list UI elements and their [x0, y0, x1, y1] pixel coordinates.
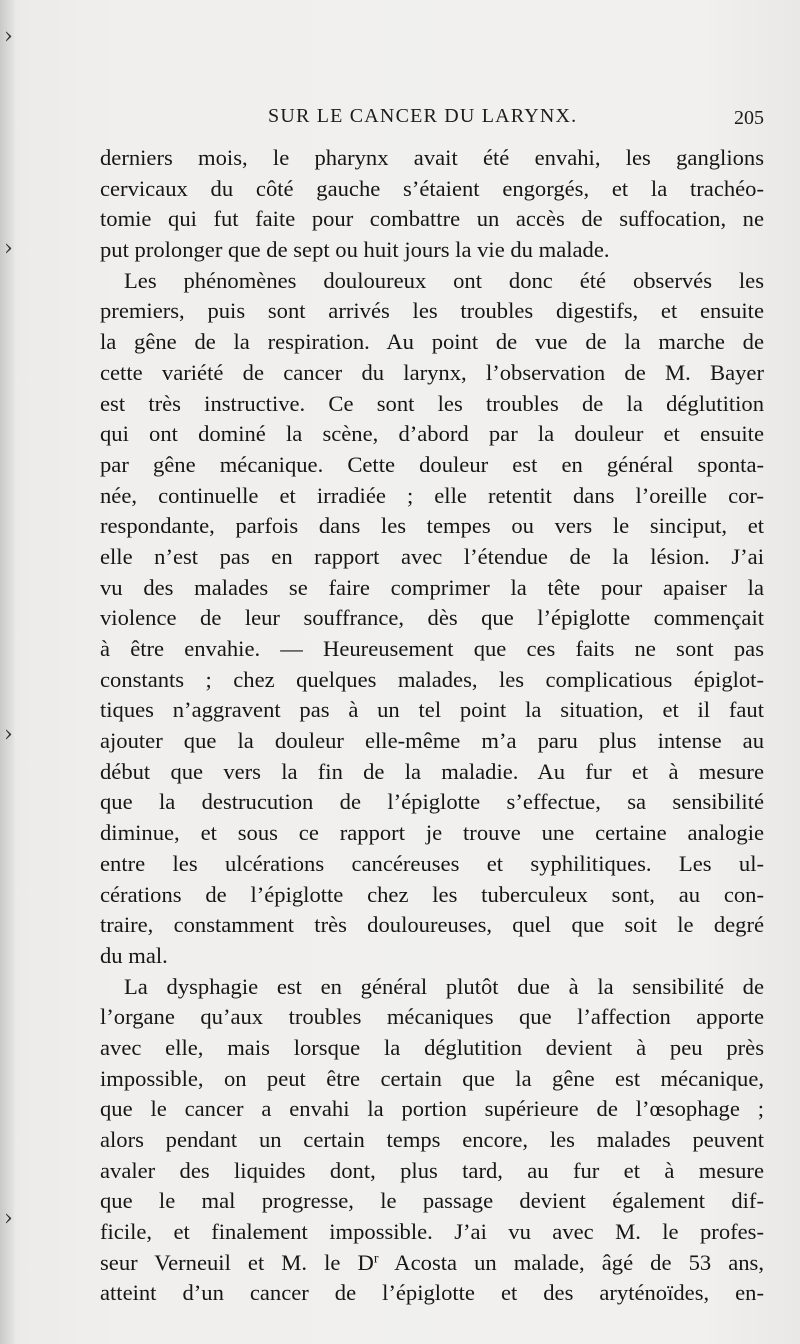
text-line: cervicaux du côté gauche s’étaient engorgés, et la trachéo-	[100, 175, 764, 201]
text-line: tiques n’aggravent pas à un tel point la situation, et il faut	[100, 697, 764, 723]
text-line: cérations de l’épiglotte chez les tuberculeux sont, au con-	[100, 881, 764, 907]
text-line: alors pendant un certain temps encore, les malades peuvent	[100, 1127, 764, 1152]
text-line: Les phénomènes douloureux ont donc été observés les	[124, 267, 764, 293]
margin-mark: ›	[4, 722, 13, 747]
text-line: La dysphagie est en général plutôt due à la sensibilité de	[124, 973, 764, 999]
text-line: elle n’est pas en rapport avec l’étendue de la lésion. J’ai	[100, 543, 764, 569]
text-line: traire, constamment très douloureuses, quel que soit le degré	[100, 912, 764, 938]
body-text	[100, 143, 764, 1309]
text-line: ficile, et finalement impossible. J’ai vu avec M. le profes-	[100, 1219, 764, 1245]
text-line-part: Acosta un malade, âgé de 53 ans,	[378, 1249, 765, 1275]
text-line: respondante, parfois dans les tempes ou vers le sinciput, et	[100, 513, 764, 539]
text-line: que le cancer a envahi la portion supérieure de l’œsophage ;	[100, 1096, 764, 1122]
text-line-part: seur Verneuil et M. le D	[100, 1249, 374, 1275]
page-header	[100, 101, 764, 137]
text-line: que la destrucution de l’épiglotte s’effectue, sa sensibilité	[100, 789, 764, 815]
margin-mark: ›	[4, 236, 13, 261]
page-binding-edge	[0, 0, 14, 1344]
text-line: impossible, on peut être certain que la gêne est mécanique,	[100, 1065, 764, 1091]
text-line: entre les ulcérations cancéreuses et syphilitiques. Les ul-	[100, 850, 764, 876]
text-line: qui ont dominé la scène, d’abord par la douleur et ensuite	[100, 421, 764, 447]
text-line: constants ; chez quelques malades, les complicatious épiglot-	[100, 666, 764, 692]
text-line: ajouter que la douleur elle-même m’a paru plus intense au	[100, 728, 764, 754]
text-line: du mal.	[100, 942, 168, 968]
text-line: la gêne de la respiration. Au point de vue de la marche de	[100, 329, 764, 355]
text-line: premiers, puis sont arrivés les troubles digestifs, et ensuite	[100, 298, 764, 324]
text-line: violence de leur souffrance, dès que l’épiglotte commençait	[100, 605, 764, 631]
text-line	[100, 1248, 764, 1279]
text-line: à être envahie. — Heureusement que ces faits ne sont pas	[100, 636, 764, 661]
text-line: l’organe qu’aux troubles mécaniques que l’affection apporte	[100, 1004, 764, 1030]
text-line: par gêne mécanique. Cette douleur est en général sponta-	[100, 451, 764, 477]
text-line: que le mal progresse, le passage devient également dif-	[100, 1188, 764, 1214]
text-line: avec elle, mais lorsque la déglutition devient à peu près	[100, 1034, 764, 1060]
page-number: 205	[734, 107, 764, 129]
superscript: r	[373, 1251, 379, 1267]
text-line: diminue, et sous ce rapport je trouve une certaine analogie	[100, 820, 764, 846]
text-line: est très instructive. Ce sont les troubles de la déglutition	[100, 390, 764, 416]
text-line: vu des malades se faire comprimer la tête pour apaiser la	[100, 574, 764, 600]
text-line: derniers mois, le pharynx avait été envahi, les ganglions	[100, 145, 764, 170]
text-line: put prolonger que de sept ou huit jours la vie du malade.	[100, 237, 610, 263]
text-line: atteint d’un cancer de l’épiglotte et des aryténoïdes, en-	[100, 1280, 764, 1306]
text-line: cette variété de cancer du larynx, l’observation de M. Bayer	[100, 359, 764, 385]
text-line: début que vers la fin de la maladie. Au fur et à mesure	[100, 758, 764, 784]
margin-mark: ›	[4, 24, 13, 49]
margin-mark: ›	[4, 1206, 13, 1231]
running-title: SUR LE CANCER DU LARYNX.	[268, 105, 578, 127]
text-line: née, continuelle et irradiée ; elle retentit dans l’oreille cor-	[100, 482, 764, 508]
text-line: tomie qui fut faite pour combattre un accès de suffocation, ne	[100, 206, 764, 232]
text-line: avaler des liquides dont, plus tard, au fur et à mesure	[100, 1157, 764, 1183]
